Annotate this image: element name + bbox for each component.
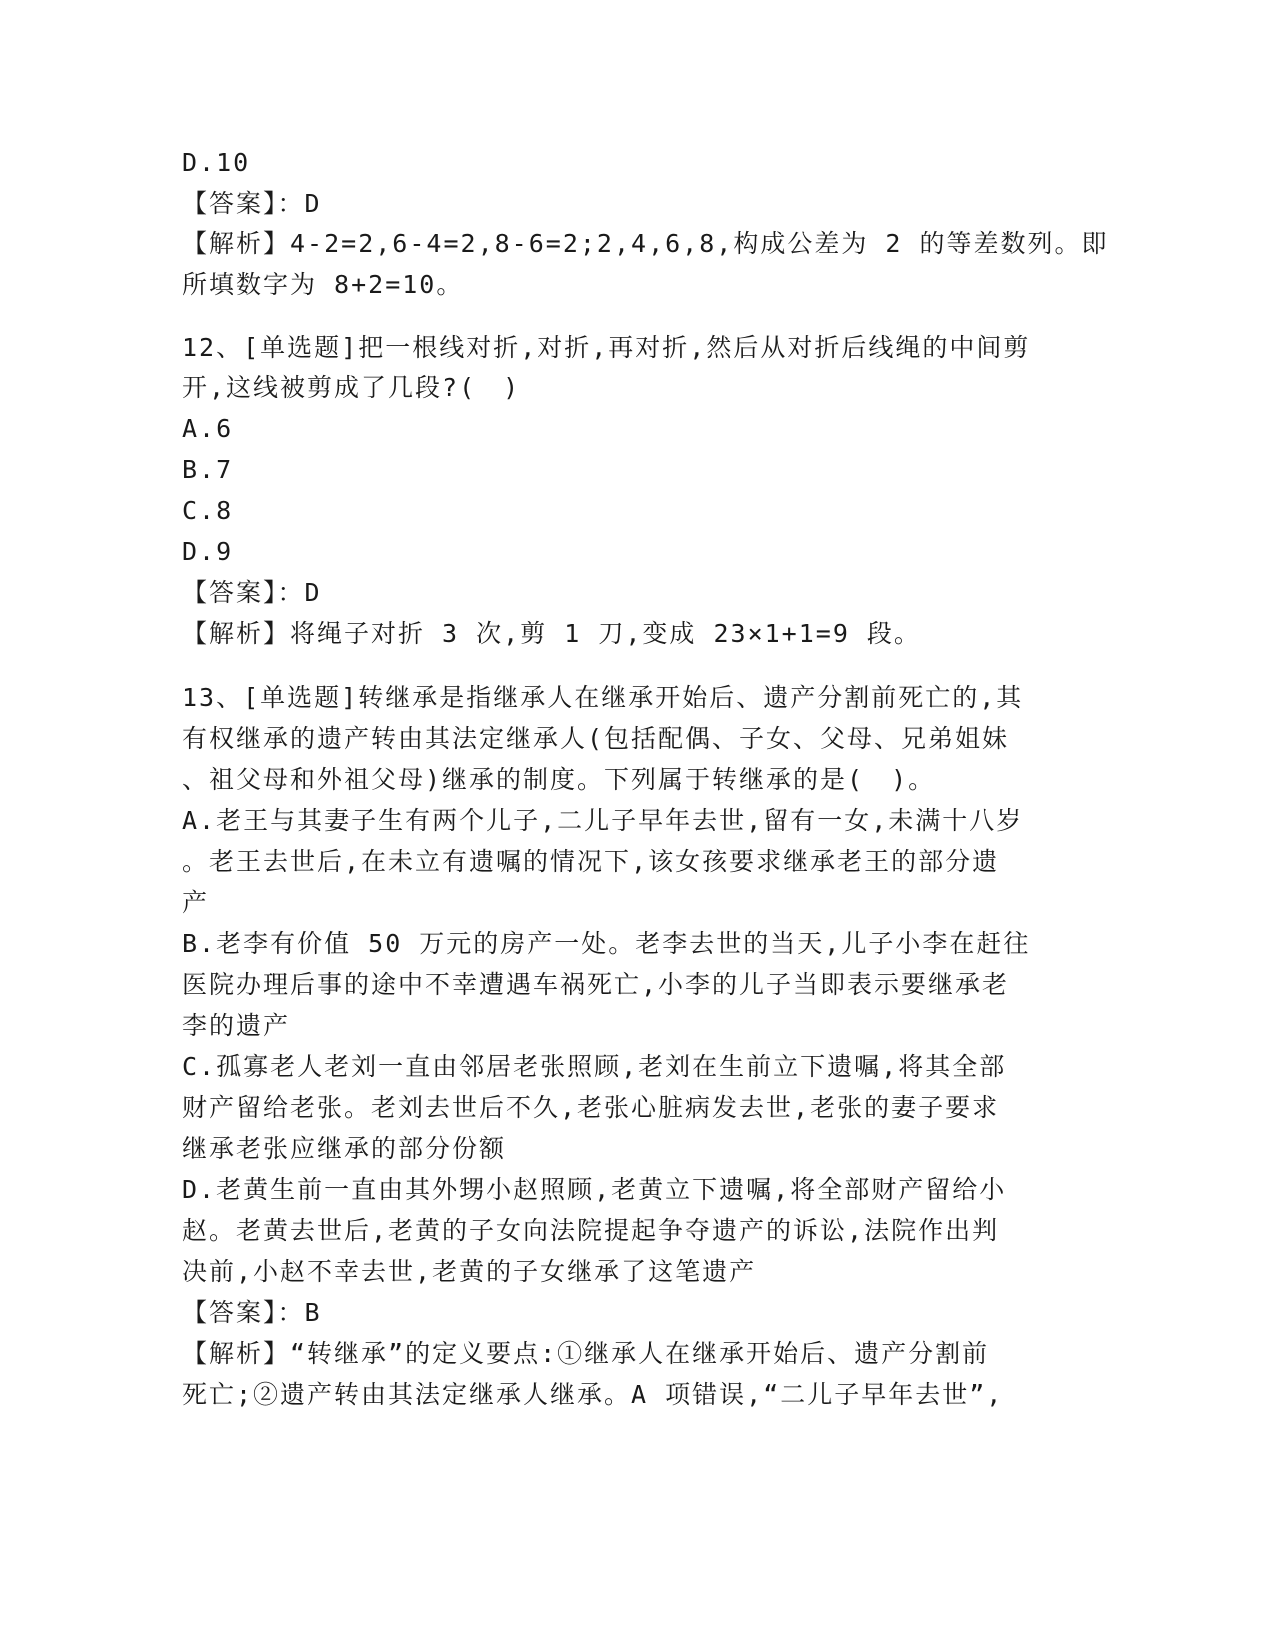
q12-option-c: C.8 — [182, 496, 234, 525]
q13-option-d-line2: 赵。老黄去世后,老黄的子女向法院提起争夺遗产的诉讼,法院作出判 — [182, 1216, 1000, 1245]
q13-option-d-line1: D.老黄生前一直由其外甥小赵照顾,老黄立下遗嘱,将全部财产留给小 — [182, 1175, 1007, 1204]
q12-option-b: B.7 — [182, 455, 234, 484]
q12-stem-line2: 开,这线被剪成了几段?( ) — [182, 373, 521, 402]
q12-analysis: 【解析】将绳子对折 3 次,剪 1 刀,变成 23×1+1=9 段。 — [182, 619, 921, 648]
q12-answer: 【答案】：D — [182, 578, 322, 607]
q13-option-c-line3: 继承老张应继承的部分份额 — [182, 1134, 507, 1163]
q13-option-b-line2: 医院办理后事的途中不幸遭遇车祸死亡,小李的儿子当即表示要继承老 — [182, 970, 1010, 999]
q12-option-a: A.6 — [182, 414, 234, 443]
q11-analysis-line1: 【解析】4-2=2,6-4=2,8-6=2;2,4,6,8,构成公差为 2 的等差数列。即 — [182, 229, 1109, 258]
q13-option-b-line3: 李的遗产 — [182, 1011, 291, 1040]
q13-stem-line3: 、祖父母和外祖父母)继承的制度。下列属于转继承的是( )。 — [182, 765, 936, 794]
q13-analysis-line2: 死亡;②遗产转由其法定继承人继承。A 项错误,“二儿子早年去世”, — [182, 1380, 1004, 1409]
q13-stem-line1: 13、[单选题]转继承是指继承人在继承开始后、遗产分割前死亡的,其 — [182, 683, 1024, 712]
q11-option-d: D.10 — [182, 148, 251, 177]
q13-answer: 【答案】：B — [182, 1298, 322, 1327]
q13-analysis-line1: 【解析】“转继承”的定义要点:①继承人在继承开始后、遗产分割前 — [182, 1339, 990, 1368]
q13-option-b-line1: B.老李有价值 50 万元的房产一处。老李去世的当天,儿子小李在赶往 — [182, 929, 1031, 958]
q13-stem-line2: 有权继承的遗产转由其法定继承人(包括配偶、子女、父母、兄弟姐妹 — [182, 724, 1010, 753]
q13-option-a-line3: 产 — [182, 888, 210, 917]
q13-option-c-line1: C.孤寡老人老刘一直由邻居老张照顾,老刘在生前立下遗嘱,将其全部 — [182, 1052, 1007, 1081]
q12-stem-line1: 12、[单选题]把一根线对折,对折,再对折,然后从对折后线绳的中间剪 — [182, 333, 1031, 362]
q11-answer: 【答案】：D — [182, 189, 322, 218]
q12-option-d: D.9 — [182, 537, 234, 566]
q13-option-d-line3: 决前,小赵不幸去世,老黄的子女继承了这笔遗产 — [182, 1257, 757, 1286]
q13-option-c-line2: 财产留给老张。老刘去世后不久,老张心脏病发去世,老张的妻子要求 — [182, 1093, 1000, 1122]
q11-analysis-line2: 所填数字为 8+2=10。 — [182, 270, 464, 299]
q13-option-a-line1: A.老王与其妻子生有两个儿子,二儿子早年去世,留有一女,未满十八岁 — [182, 806, 1024, 835]
q13-option-a-line2: 。老王去世后,在未立有遗嘱的情况下,该女孩要求继承老王的部分遗 — [182, 847, 1000, 876]
